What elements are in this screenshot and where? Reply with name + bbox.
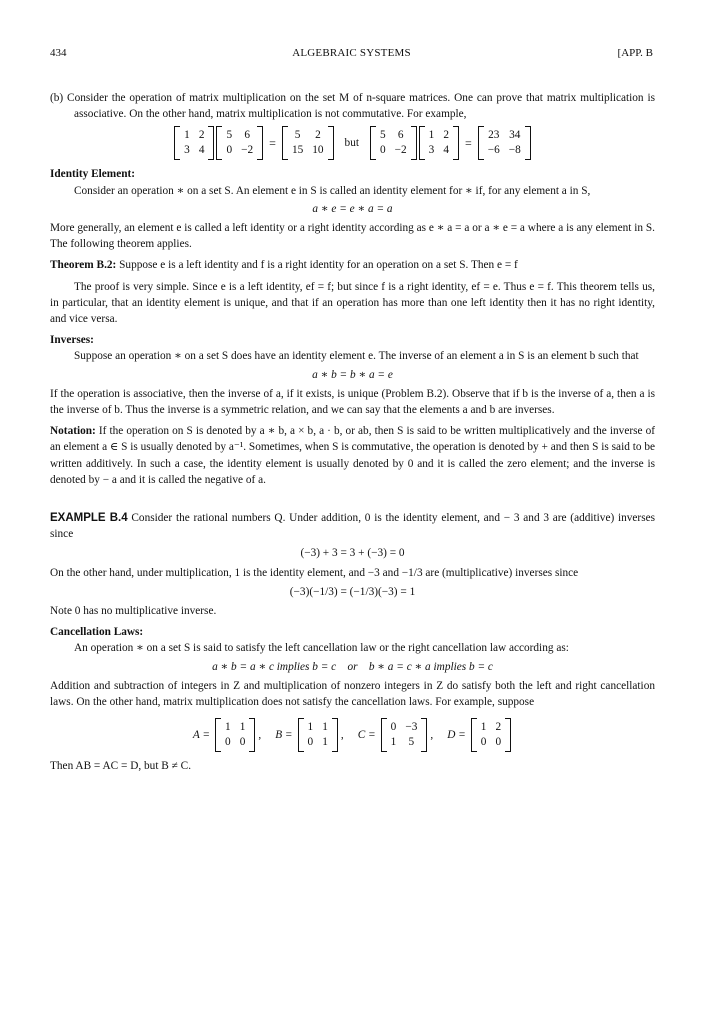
identity-equation: a ∗ e = e ∗ a = a	[312, 202, 393, 215]
matrix-c: 0 −3 1 5	[381, 718, 428, 752]
matrix-d: 1 2 0 0	[471, 718, 511, 752]
matrix: 23 34 −6 −8	[478, 126, 531, 160]
example-paragraph-2: On the other hand, under multiplication, 1 is the identity element, and −3 and −1/3 are (multiplicative) inverses since	[50, 566, 579, 579]
cancellation-equation: a ∗ b = a ∗ c implies b = c or b ∗ a = c ∗ a implies b = c	[212, 660, 493, 673]
theorem-text: Suppose e is a left identity and f is a right identity for an operation on a set S. Then e = f	[119, 259, 518, 272]
identity-paragraph: Consider an operation ∗ on a set S. An element e in S is called an identity element for ∗ if, for any element a in S,	[74, 184, 591, 197]
part-b-text: (b) Consider the operation of matrix multiplication on the set M of n-square matrices. One can prove that matrix multiplication is associative. On the other hand, matrix multiplication is not commutative. For example,	[50, 92, 655, 121]
notation-text: If the operation on S is denoted by a ∗ b, a × b, a · b, or ab, then S is said to be written multiplicatively and the inverse of an element a ∈ S is usually denoted by a⁻¹. Sometimes, when S is commutative, the operation is denoted by + and then S is said to be written additively. In such a case, the identity element is usually denoted by 0 and it is called the zero element; and the inverse is denoted by − a and it is called the negative of a.	[50, 425, 655, 486]
example-label: EXAMPLE B.4	[50, 512, 128, 525]
page-body	[50, 90, 655, 775]
matrix: 1 2 3 4	[419, 126, 459, 160]
matrix-label-d: D =	[447, 729, 466, 742]
example-equation-2: (−3)(−1/3) = (−1/3)(−3) = 1	[289, 585, 416, 598]
notation-label: Notation:	[50, 425, 96, 438]
inverses-heading: Inverses:	[50, 334, 94, 347]
cancellation-paragraph: An operation ∗ on a set S is said to satisfy the left cancellation law or the right cancellation law according as:	[74, 642, 569, 655]
matrix: 5 6 0 −2	[216, 126, 263, 160]
theorem-proof: The proof is very simple. Since e is a left identity, ef = f; but since f is a right identity, ef = e. Thus e = f. This theorem tells us, in particular, that an identity element is unique, and that if an operation has more than one left identity then it has no right identity, and vice versa.	[50, 280, 655, 326]
example-b4	[50, 510, 655, 542]
cancellation-paragraph-2: Addition and subtraction of integers in Z and multiplication of nonzero integers in Z do satisfy both the left and right cancellation laws. On the other hand, matrix multiplication does not satisfy the cancellation laws. For example, suppose	[50, 679, 655, 709]
identity-paragraph-2: More generally, an element e is called a left identity or a right identity according as e ∗ a = a or a ∗ e = a where a is any element in S. The following theorem applies.	[50, 222, 655, 251]
matrix-label-c: C =	[357, 729, 376, 742]
matrix-a: 1 1 0 0	[215, 718, 255, 752]
matrix: 5 2 15 10	[282, 126, 334, 160]
inverses-paragraph-2: If the operation is associative, then the inverse of a, if it exists, is unique (Problem B.2). Observe that if b is the inverse of a, then a is the inverse of b. Thus the inverse is a symmetric relation, and we can say that the elements a and b are inverses.	[50, 387, 655, 417]
inverses-paragraph: Suppose an operation ∗ on a set S does have an identity element e. The inverse of an element a in S is an element b such that	[74, 350, 639, 363]
identity-heading: Identity Element:	[50, 168, 136, 181]
theorem-b2	[50, 257, 655, 273]
page-number: 434	[50, 47, 67, 59]
cancellation-conclusion: Then AB = AC = D, but B ≠ C.	[50, 760, 192, 773]
inverses-equation: a ∗ b = b ∗ a = e	[312, 368, 393, 381]
matrix: 5 6 0 −2	[370, 126, 417, 160]
matrix-b: 1 1 0 1	[298, 718, 338, 752]
example-equation-1: (−3) + 3 = 3 + (−3) = 0	[300, 547, 405, 560]
matrix-label-a: A =	[192, 729, 211, 742]
matrix-noncommutative-example: 1 2 3 4 5 6 0 −2 = 5 2 15 10 but 5 6 0 −2 1 2 3 4 = 23 34 −6 −8	[50, 126, 655, 160]
matrix-label-b: B =	[275, 729, 293, 742]
matrix-cancellation-example: A = 1 1 0 0 , B = 1 1 0 1 , C = 0 −3 1 5 , D = 1 2 0 0	[50, 718, 655, 752]
theorem-label: Theorem B.2:	[50, 259, 117, 272]
matrix: 1 2 3 4	[174, 126, 214, 160]
running-header	[50, 47, 653, 61]
chapter-title: ALGEBRAIC SYSTEMS	[292, 47, 411, 59]
notation-paragraph	[50, 423, 655, 488]
but-word: but	[344, 137, 359, 150]
example-text: Consider the rational numbers Q. Under addition, 0 is the identity element, and − 3 and 3 are (additive) inverses since	[50, 512, 656, 541]
appendix-label: [APP. B	[617, 47, 653, 59]
cancellation-heading: Cancellation Laws:	[50, 626, 144, 639]
example-note: Note 0 has no multiplicative inverse.	[50, 605, 217, 618]
